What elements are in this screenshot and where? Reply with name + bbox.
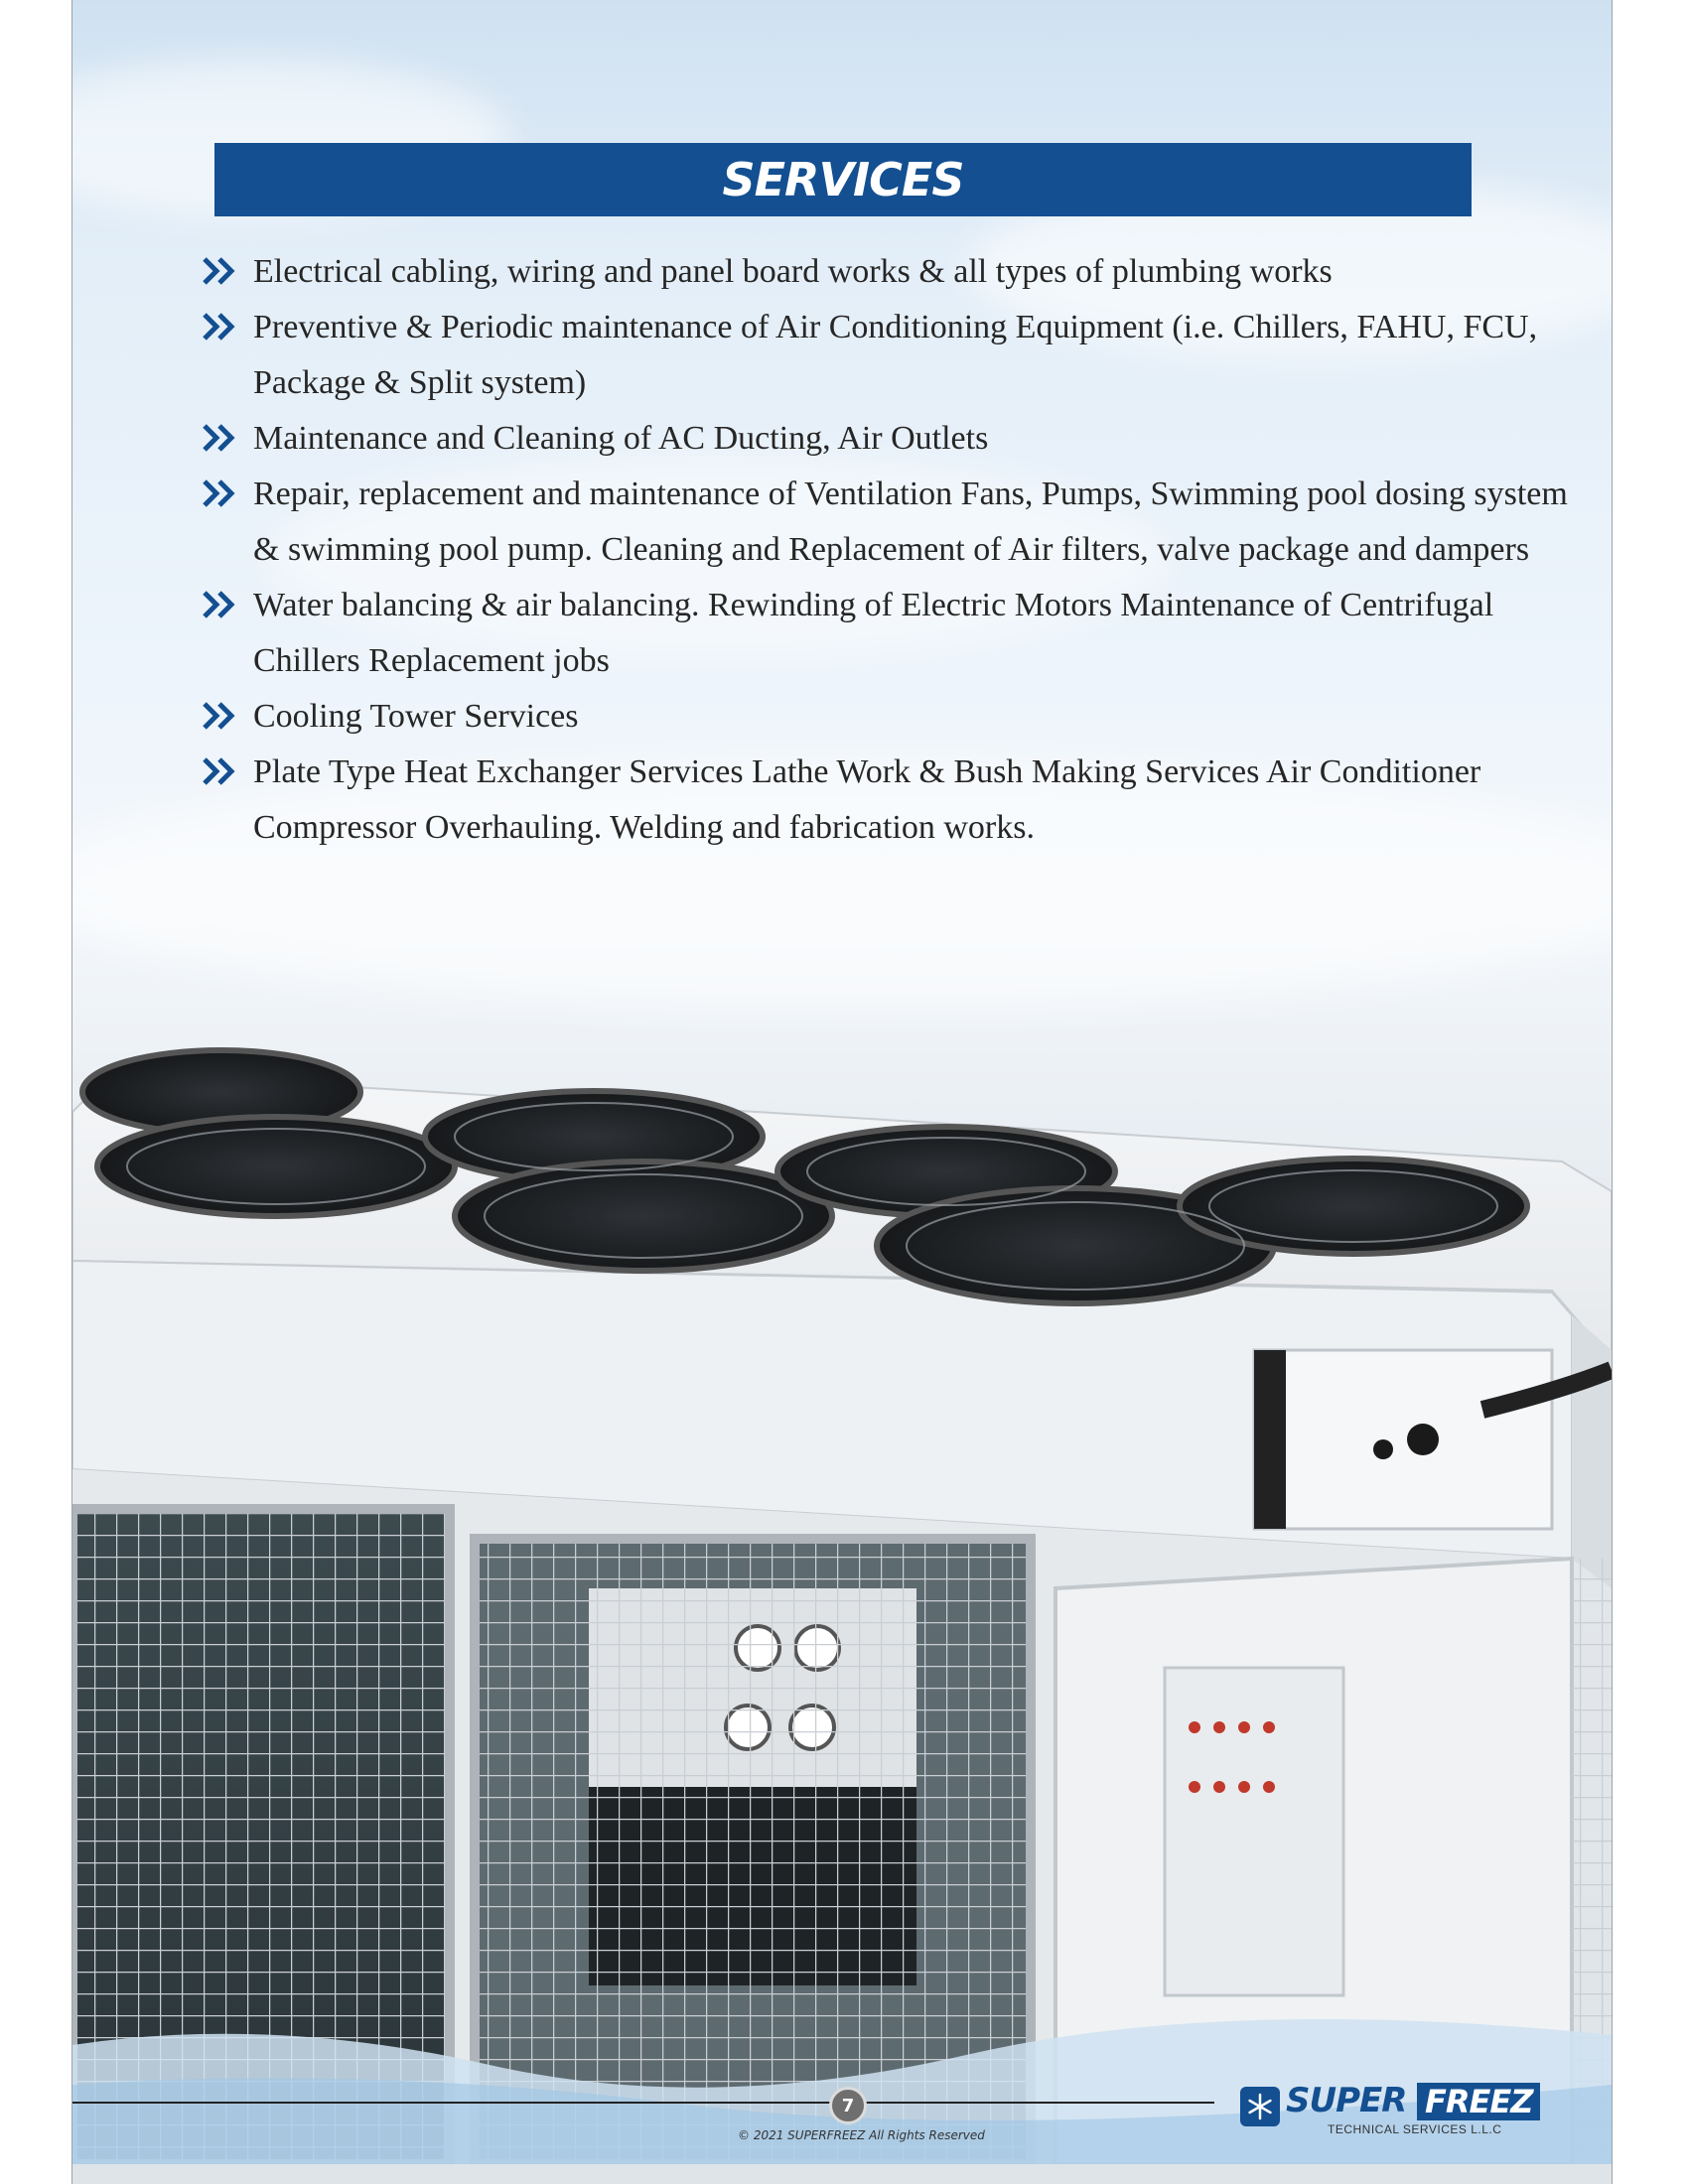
service-item [202, 411, 1592, 467]
double-chevron-icon [202, 254, 241, 288]
double-chevron-icon [202, 699, 241, 733]
service-item [202, 244, 1592, 300]
service-text: Electrical cabling, wiring and panel board works & all types of plumbing works [253, 253, 1333, 290]
snowflake-icon [1240, 2087, 1280, 2126]
page-title: SERVICES [722, 153, 964, 206]
service-item [202, 300, 1592, 411]
chiller-unit-illustration [72, 1032, 1612, 2164]
service-text: Plate Type Heat Exchanger Services Lathe Work & Bush Making Services Air Conditioner Compressor Overhauling. Welding and fabrication works. [253, 753, 1481, 846]
page-number: 7 [829, 2087, 867, 2124]
service-text: Cooling Tower Services [253, 698, 579, 735]
title-banner [214, 143, 1472, 216]
logo-super-text: SUPER [1286, 2081, 1407, 2120]
service-text: Maintenance and Cleaning of AC Ducting, Air Outlets [253, 420, 989, 457]
service-item [202, 689, 1592, 745]
double-chevron-icon [202, 754, 241, 788]
double-chevron-icon [202, 421, 241, 455]
footer-rule [72, 2102, 1214, 2104]
service-item [202, 467, 1592, 578]
service-item [202, 578, 1592, 689]
copyright-text: © 2021 SUPERFREEZ All Rights Reserved [738, 2128, 985, 2142]
double-chevron-icon [202, 588, 241, 621]
services-list [202, 244, 1592, 856]
service-text: Water balancing & air balancing. Rewinding of Electric Motors Maintenance of Centrifugal Chillers Replacement jobs [253, 587, 1494, 679]
logo-freez-text: FREEZ [1417, 2083, 1540, 2120]
company-logo [1240, 2079, 1558, 2138]
double-chevron-icon [202, 477, 241, 510]
double-chevron-icon [202, 310, 241, 343]
brochure-page [71, 0, 1613, 2184]
logo-subtitle: TECHNICAL SERVICES L.L.C [1328, 2122, 1502, 2136]
service-text: Repair, replacement and maintenance of Ventilation Fans, Pumps, Swimming pool dosing system & swimming pool pump. Cleaning and Replacement of Air filters, valve package and dampers [253, 476, 1568, 568]
service-item [202, 745, 1592, 856]
service-text: Preventive & Periodic maintenance of Air Conditioning Equipment (i.e. Chillers, FAHU, FCU, Package & Split system) [253, 309, 1538, 401]
